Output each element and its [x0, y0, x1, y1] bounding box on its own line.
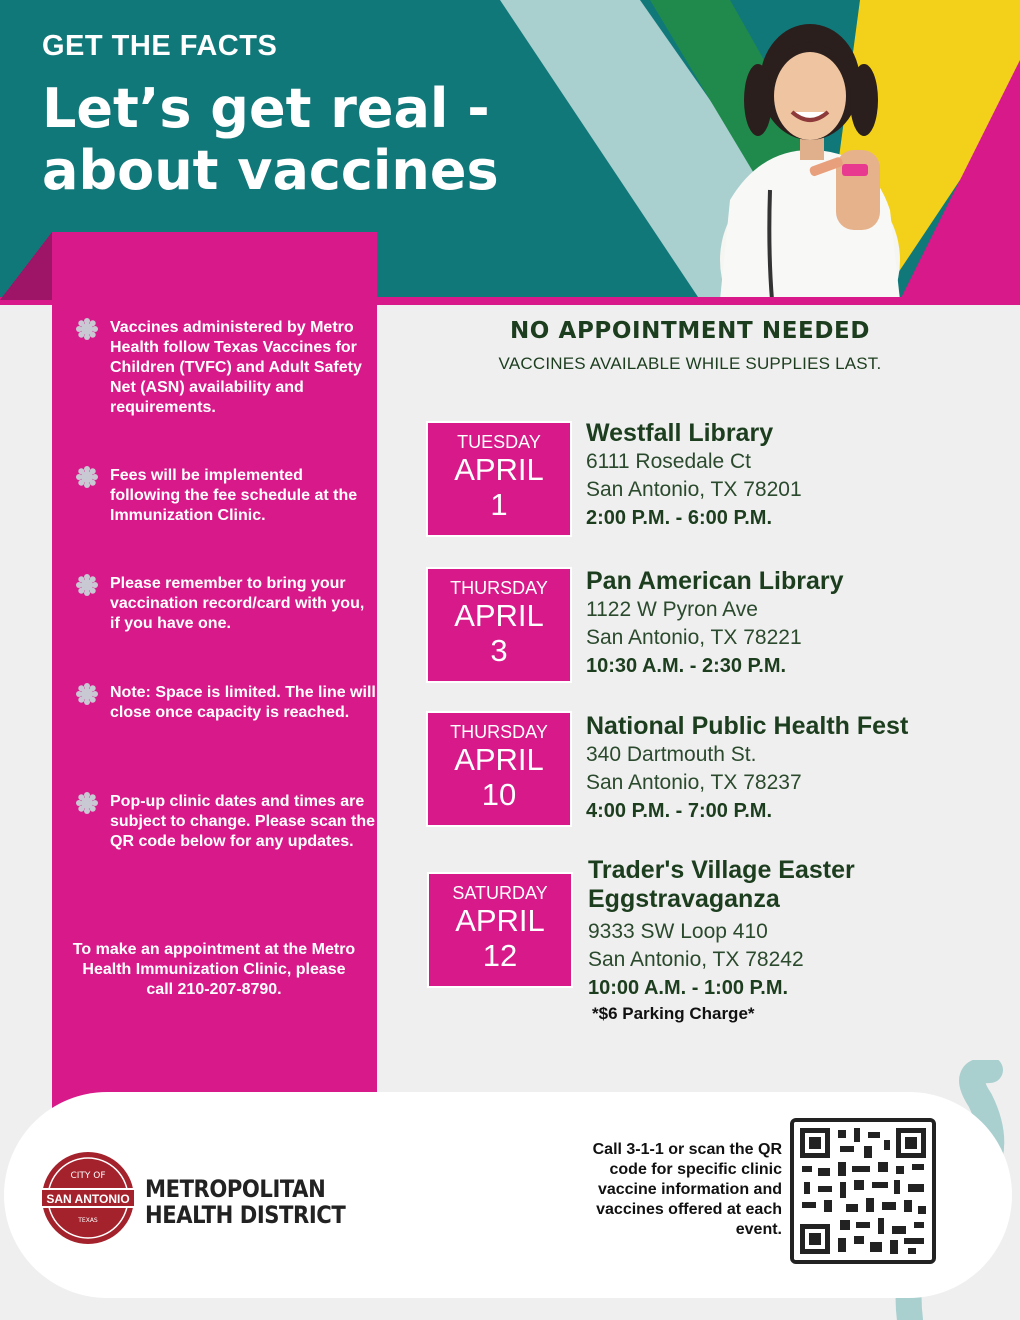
starburst-icon — [76, 466, 110, 526]
event-name-line-2: Eggstravaganza — [588, 885, 780, 913]
date-badge — [427, 872, 573, 988]
date-month: APRIL — [455, 903, 545, 938]
date-month: APRIL — [454, 742, 544, 777]
event-address-line-2: San Antonio, TX 78221 — [586, 626, 802, 649]
org-line-1: METROPOLITAN — [145, 1175, 326, 1203]
event-name: Pan American Library — [586, 567, 844, 595]
appointment-note: To make an appointment at the Metro Health Immunization Clinic, please call 210-207-8790. — [72, 941, 356, 998]
list-item — [76, 574, 376, 634]
starburst-icon — [76, 683, 110, 723]
date-number: 10 — [481, 777, 517, 812]
ribbon-fold — [0, 232, 52, 300]
bullet-text: Fees will be implemented following the fee schedule at the Immunization Clinic. — [110, 467, 358, 524]
starburst-icon — [76, 574, 110, 634]
event-time: 10:30 A.M. - 2:30 P.M. — [586, 655, 787, 677]
starburst-icon — [76, 318, 110, 418]
event-address-line-2: San Antonio, TX 78242 — [588, 948, 804, 971]
no-appointment-heading: NO APPOINTMENT NEEDED — [509, 318, 871, 344]
event-time: 2:00 P.M. - 6:00 P.M. — [586, 507, 773, 529]
bullet-text: Please remember to bring your vaccination record/card with you, if you have one. — [110, 575, 365, 632]
date-day: THURSDAY — [450, 578, 548, 598]
org-line-2: HEALTH DISTRICT — [145, 1201, 346, 1229]
list-item — [76, 683, 376, 723]
date-badge — [426, 421, 572, 537]
event-details — [586, 712, 1006, 825]
event-name-line-1: Trader's Village Easter — [588, 856, 855, 884]
date-badge — [426, 711, 572, 827]
title-line-1: Let’s get real - — [42, 77, 490, 140]
list-item — [76, 318, 376, 418]
date-number: 12 — [482, 938, 518, 973]
date-month: APRIL — [454, 452, 544, 487]
bullet-text: Note: Space is limited. The line will close once capacity is reached. — [110, 684, 376, 721]
event-name: National Public Health Fest — [586, 712, 909, 740]
bullet-text: Vaccines administered by Metro Health follow Texas Vaccines for Children (TVFC) and Adult Safety Net (ASN) availability and requirements. — [110, 319, 362, 416]
date-month: APRIL — [454, 598, 544, 633]
parking-note: *$6 Parking Charge* — [592, 1004, 755, 1023]
event-address-line-1: 9333 SW Loop 410 — [588, 920, 768, 943]
event-address-line-2: San Antonio, TX 78201 — [586, 478, 802, 501]
list-item — [76, 792, 376, 852]
event-address-line-1: 340 Dartmouth St. — [586, 743, 757, 766]
organization-name — [145, 1176, 345, 1228]
bullet-text: Pop-up clinic dates and times are subject to change. Please scan the QR code below for any updates. — [110, 793, 375, 850]
call-instructions: Call 3-1-1 or scan the QR code for specific clinic vaccine information and vaccines offered at each event. — [592, 1141, 782, 1238]
event-details — [588, 856, 1008, 1026]
date-day: THURSDAY — [450, 722, 548, 742]
date-day: TUESDAY — [457, 432, 541, 452]
date-badge — [426, 567, 572, 683]
eyebrow-label: GET THE FACTS — [42, 30, 278, 62]
date-day: SATURDAY — [452, 883, 548, 903]
child-with-bandage-photo — [660, 0, 920, 300]
event-details — [586, 567, 1006, 680]
event-address-line-1: 1122 W Pyron Ave — [586, 598, 758, 621]
availability-subheading: VACCINES AVAILABLE WHILE SUPPLIES LAST. — [498, 354, 882, 373]
seal-main-text: SAN ANTONIO — [46, 1192, 130, 1206]
seal-top-text: CITY OF — [70, 1171, 106, 1181]
date-number: 3 — [490, 633, 508, 668]
event-address-line-1: 6111 Rosedale Ct — [586, 450, 751, 473]
event-time: 10:00 A.M. - 1:00 P.M. — [588, 977, 789, 999]
event-details — [586, 419, 1006, 532]
qr-code[interactable] — [790, 1118, 936, 1264]
date-number: 1 — [490, 487, 508, 522]
city-seal-logo — [40, 1150, 136, 1246]
seal-bottom-text: TEXAS — [78, 1217, 98, 1224]
starburst-icon — [76, 792, 110, 852]
page-title — [42, 78, 499, 202]
list-item — [76, 466, 376, 526]
event-time: 4:00 P.M. - 7:00 P.M. — [586, 800, 773, 822]
event-address-line-2: San Antonio, TX 78237 — [586, 771, 802, 794]
event-name: Westfall Library — [586, 419, 774, 447]
title-line-2: about vaccines — [42, 139, 499, 202]
